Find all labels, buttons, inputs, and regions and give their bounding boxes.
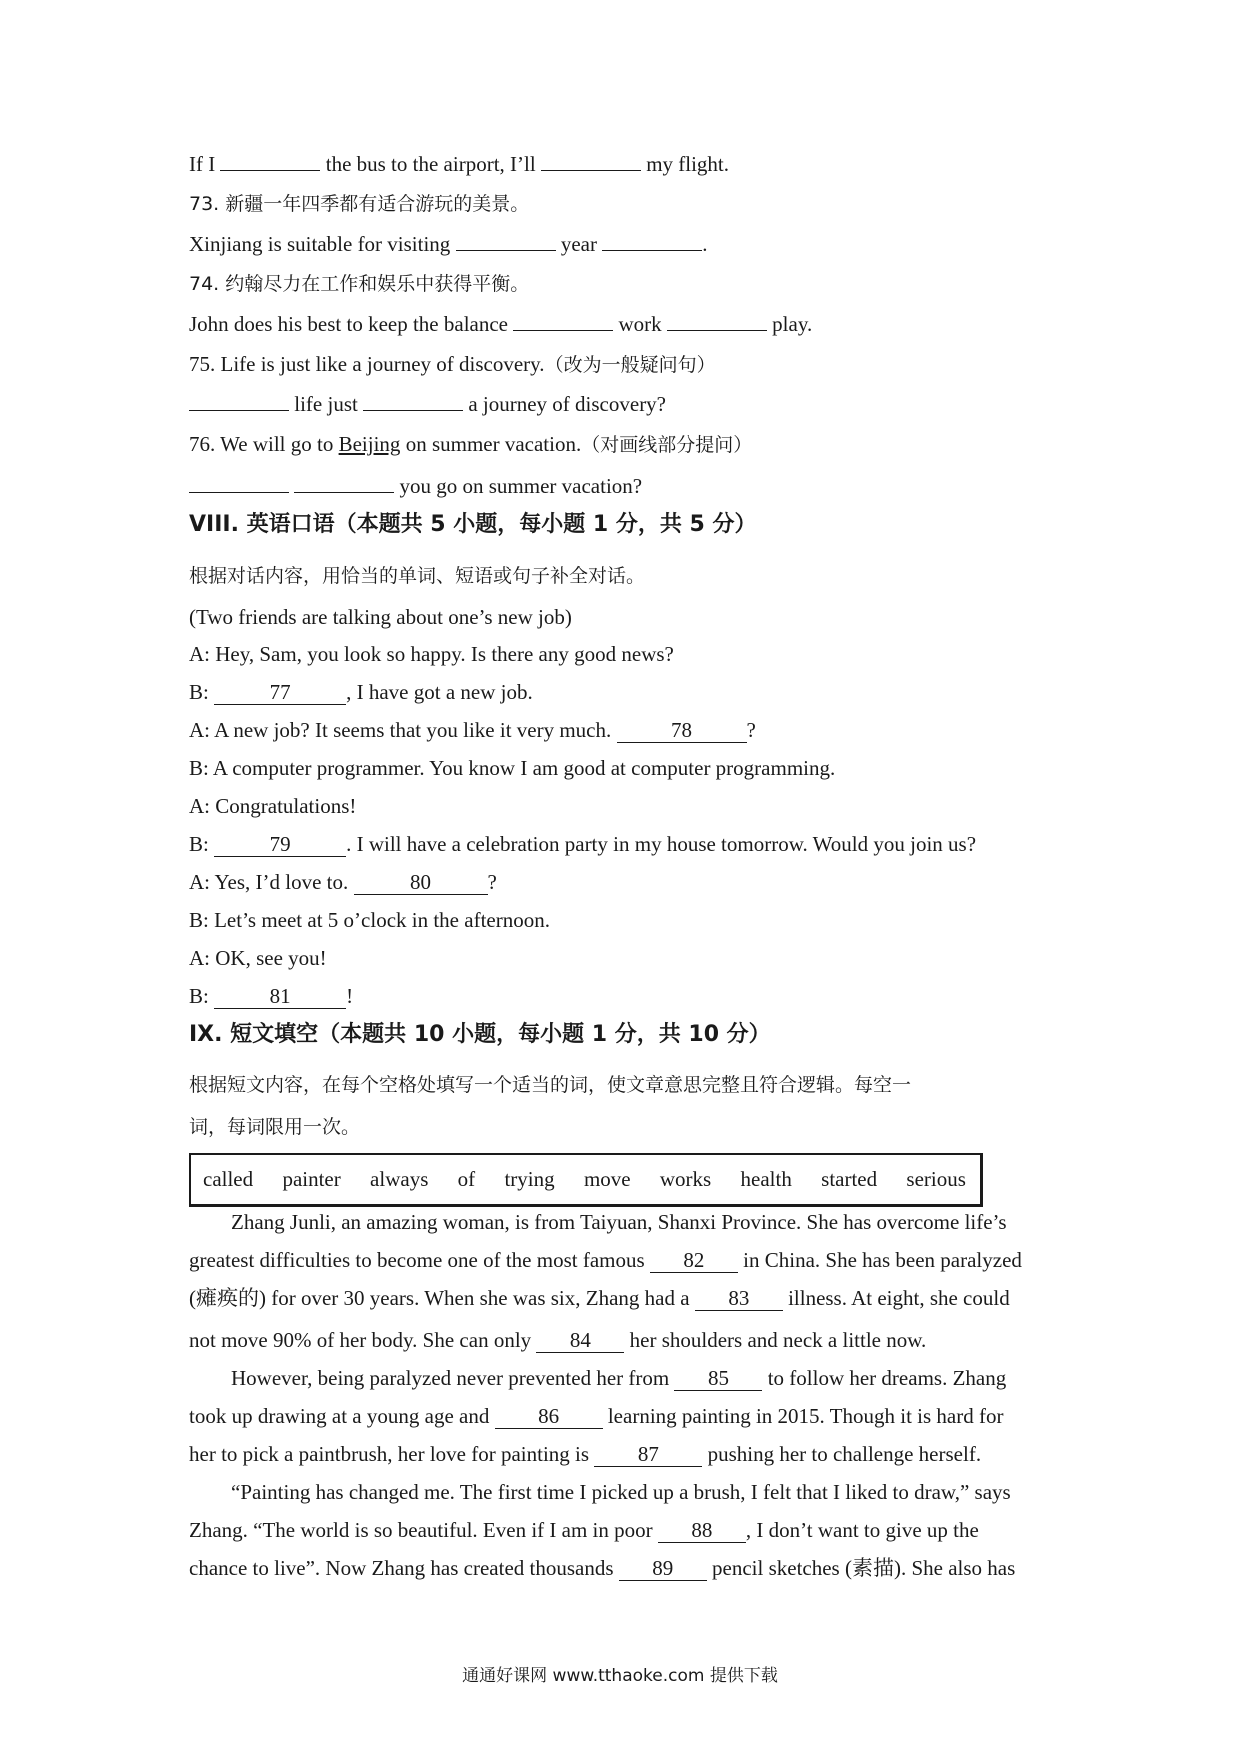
- q74-text: John does his best to keep the balance: [189, 312, 508, 336]
- passage-text: learning painting in 2015. Though it is hard for: [607, 1404, 1004, 1428]
- q74-line: [189, 310, 812, 338]
- speaker: B:: [189, 984, 209, 1008]
- passage-text: pencil sketches (素描). She also has: [712, 1556, 1016, 1580]
- dialogue-text: !: [346, 984, 354, 1008]
- blank-89[interactable]: 89: [619, 1556, 707, 1581]
- dialogue-text: ?: [487, 870, 497, 894]
- q76-underlined-word: Beijing: [338, 432, 401, 456]
- blank-81[interactable]: 81: [214, 984, 346, 1009]
- passage-line: [189, 1440, 981, 1468]
- q75-text: life just: [294, 392, 358, 416]
- q75-line: [189, 390, 666, 418]
- word-bank-item: move: [583, 1167, 631, 1191]
- passage-line: [189, 1516, 979, 1544]
- dialogue-line: [189, 868, 497, 896]
- q76-text: on summer vacation.: [405, 432, 582, 456]
- word-bank: [189, 1153, 983, 1207]
- q75-text: a journey of discovery?: [468, 392, 667, 416]
- passage-line: Zhang Junli, an amazing woman, is from Taiyuan, Shanxi Province. She has overcome life’s: [231, 1210, 1007, 1234]
- passage-text: However, being paralyzed never prevented her from: [231, 1366, 670, 1390]
- dialogue-line: A: Hey, Sam, you look so happy. Is there any good news?: [189, 642, 674, 666]
- blank-79[interactable]: 79: [214, 832, 346, 857]
- passage-text: took up drawing at a young age and: [189, 1404, 490, 1428]
- blank-80[interactable]: 80: [354, 870, 488, 895]
- blank-84[interactable]: 84: [536, 1328, 624, 1353]
- dialogue-context: (Two friends are talking about one’s new job): [189, 605, 572, 629]
- dialogue-text: A: A new job? It seems that you like it very much.: [189, 718, 612, 742]
- passage-text: (瘫痪的) for over 30 years. When she was six, Zhang had a: [189, 1286, 690, 1310]
- dialogue-line: [189, 982, 353, 1010]
- dialogue-text: , I have got a new job.: [346, 680, 533, 704]
- word-bank-item: called: [203, 1167, 254, 1191]
- passage-text: her to pick a paintbrush, her love for painting is: [189, 1442, 590, 1466]
- dialogue-line: [189, 678, 533, 706]
- q72-line: [189, 150, 729, 178]
- q73-prompt: 73. 新疆一年四季都有适合游玩的美景。: [189, 193, 530, 215]
- dialogue-line: B: Let’s meet at 5 o’clock in the afternoon.: [189, 908, 550, 932]
- page-footer: 通通好课网 www.tthaoke.com 提供下载: [462, 1666, 778, 1686]
- section-9-heading: IX. 短文填空（本题共 10 小题，每小题 1 分，共 10 分）: [189, 1022, 771, 1047]
- passage-line: [189, 1246, 1022, 1274]
- q76-prompt: [189, 430, 752, 459]
- q72-text: my flight.: [646, 152, 730, 176]
- q73-text: .: [702, 232, 708, 256]
- passage-line: [189, 1554, 1015, 1582]
- q75-prompt: [189, 350, 716, 379]
- word-bank-item: of: [457, 1167, 476, 1191]
- blank-83[interactable]: 83: [695, 1286, 783, 1311]
- dialogue-line: [189, 830, 976, 858]
- section-9-instruction: 词，每词限用一次。: [189, 1116, 361, 1138]
- blank-88[interactable]: 88: [658, 1518, 746, 1543]
- dialogue-text: . I will have a celebration party in my house tomorrow. Would you join us?: [346, 832, 977, 856]
- q74-text: play.: [772, 312, 813, 336]
- q75-note: （改为一般疑问句）: [544, 354, 716, 376]
- q76-note: （对画线部分提问）: [581, 434, 753, 456]
- blank-78[interactable]: 78: [617, 718, 747, 743]
- dialogue-text: ?: [746, 718, 756, 742]
- word-bank-item: always: [370, 1167, 429, 1191]
- q72-text: the bus to the airport, I’ll: [325, 152, 536, 176]
- q72-blank-1[interactable]: [220, 150, 320, 171]
- passage-text: in China. She has been paralyzed: [743, 1248, 1022, 1272]
- q76-text: you go on summer vacation?: [399, 474, 643, 498]
- passage-text: her shoulders and neck a little now.: [629, 1328, 927, 1352]
- word-bank-item: health: [740, 1167, 792, 1191]
- q75-blank-1[interactable]: [189, 390, 289, 411]
- passage-line: [189, 1326, 926, 1354]
- blank-87[interactable]: 87: [594, 1442, 702, 1467]
- q76-blank-1[interactable]: [189, 472, 289, 493]
- q75-blank-2[interactable]: [363, 390, 463, 411]
- q73-text: year: [560, 232, 597, 256]
- passage-line: “Painting has changed me. The first time I picked up a brush, I felt that I liked to draw,” says: [231, 1480, 1011, 1504]
- q74-blank-1[interactable]: [513, 310, 613, 331]
- passage-text: Zhang. “The world is so beautiful. Even if I am in poor: [189, 1518, 653, 1542]
- word-bank-item: started: [821, 1167, 878, 1191]
- word-bank-item: works: [659, 1167, 712, 1191]
- blank-85[interactable]: 85: [674, 1366, 762, 1391]
- q76-text: 76. We will go to: [189, 432, 334, 456]
- passage-text: to follow her dreams. Zhang: [767, 1366, 1007, 1390]
- q74-blank-2[interactable]: [667, 310, 767, 331]
- q72-blank-2[interactable]: [541, 150, 641, 171]
- word-bank-item: serious: [906, 1167, 966, 1191]
- dialogue-line: A: Congratulations!: [189, 794, 357, 818]
- blank-77[interactable]: 77: [214, 680, 346, 705]
- q73-blank-1[interactable]: [456, 230, 556, 251]
- q72-text: If I: [189, 152, 216, 176]
- word-bank-item: painter: [282, 1167, 341, 1191]
- dialogue-line: [189, 716, 756, 744]
- section-9-instruction: 根据短文内容，在每个空格处填写一个适当的词，使文章意思完整且符合逻辑。每空一: [189, 1074, 912, 1096]
- q73-blank-2[interactable]: [602, 230, 702, 251]
- dialogue-line: B: A computer programmer. You know I am good at computer programming.: [189, 756, 836, 780]
- dialogue-line: A: OK, see you!: [189, 946, 327, 970]
- blank-86[interactable]: 86: [495, 1404, 603, 1429]
- passage-line: [189, 1402, 1003, 1430]
- passage-text: illness. At eight, she could: [788, 1286, 1010, 1310]
- q73-line: [189, 230, 707, 258]
- q74-prompt: 74. 约翰尽力在工作和娱乐中获得平衡。: [189, 273, 530, 295]
- passage-text: greatest difficulties to become one of the most famous: [189, 1248, 645, 1272]
- q75-sentence: 75. Life is just like a journey of discovery.: [189, 352, 545, 376]
- q76-blank-2[interactable]: [294, 472, 394, 493]
- passage-text: not move 90% of her body. She can only: [189, 1328, 532, 1352]
- passage-text: , I don’t want to give up the: [745, 1518, 979, 1542]
- q74-text: work: [618, 312, 662, 336]
- section-8-instruction: 根据对话内容，用恰当的单词、短语或句子补全对话。: [189, 565, 646, 587]
- speaker: B:: [189, 680, 209, 704]
- q73-text: Xinjiang is suitable for visiting: [189, 232, 451, 256]
- passage-line: [189, 1284, 1010, 1312]
- passage-line: [231, 1364, 1006, 1392]
- blank-82[interactable]: 82: [650, 1248, 738, 1273]
- speaker: B:: [189, 832, 209, 856]
- dialogue-text: A: Yes, I’d love to.: [189, 870, 349, 894]
- word-bank-item: trying: [504, 1167, 555, 1191]
- passage-text: pushing her to challenge herself.: [707, 1442, 982, 1466]
- passage-text: chance to live”. Now Zhang has created thousands: [189, 1556, 614, 1580]
- q76-line: [189, 472, 642, 500]
- section-8-heading: VIII. 英语口语（本题共 5 小题，每小题 1 分，共 5 分）: [189, 512, 757, 537]
